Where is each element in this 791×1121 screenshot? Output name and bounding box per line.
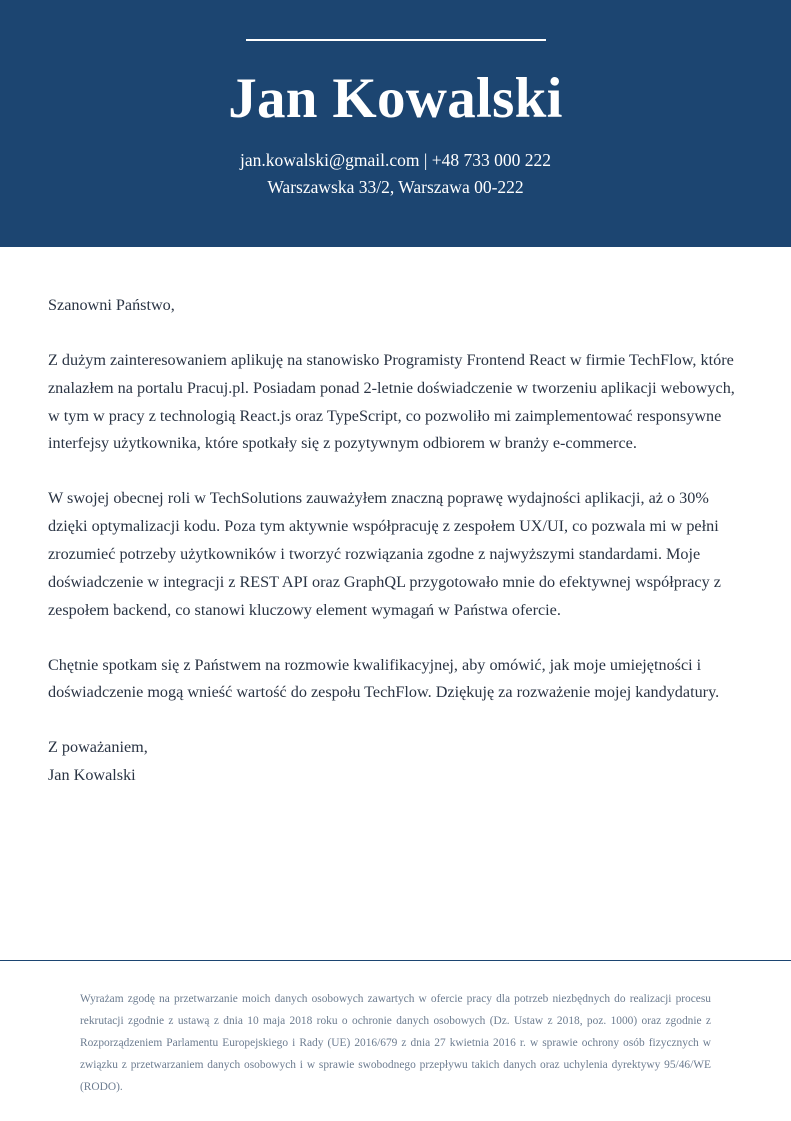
contact-address: Warszawska 33/2, Warszawa 00-222 bbox=[267, 176, 524, 197]
applicant-name: Jan Kowalski bbox=[228, 67, 563, 130]
letter-text-block bbox=[48, 292, 743, 790]
letter-paragraph-1: Z dużym zainteresowaniem aplikuję na stanowisko Programisty Frontend React w firmie TechFlow, które znalazłem na portalu Pracuj.pl. Posiadam ponad 2-letnie doświadczenie w tworzeniu aplikacji webowych, w tym w pracy z technologią React.js oraz TypeScript, co pozwoliło mi zaimplementować responsywne interfejsy użytkownika, które spotkały się z pozytywnym odbiorem w branży e-commerce. bbox=[48, 350, 735, 453]
signature-name: Jan Kowalski bbox=[48, 766, 136, 785]
letter-closing-block bbox=[48, 734, 743, 790]
letter-paragraph-2: W swojej obecnej roli w TechSolutions zauważyłem znaczną poprawę wydajności aplikacji, aż o 30% dzięki optymalizacji kodu. Poza tym aktywnie współpracuję z zespołem UX/UI, co pozwala mi w pełni zrozumieć potrzeby użytkowników i tworzyć rozwiązania zgodne z najwyższymi standardami. Moje doświadczenie w integracji z REST API oraz GraphQL przygotowało mnie do efektywnej współpracy z zespołem backend, co stanowi kluczowy element wymagań w Państwa ofercie. bbox=[48, 489, 721, 619]
header-divider-rule bbox=[246, 39, 546, 41]
letter-header bbox=[0, 0, 791, 247]
letter-body bbox=[0, 247, 791, 960]
contact-email-phone: jan.kowalski@gmail.com | +48 733 000 222 bbox=[240, 149, 551, 170]
closing-phrase: Z poważaniem, bbox=[48, 738, 148, 757]
gdpr-consent-clause: Wyrażam zgodę na przetwarzanie moich danych osobowych zawartych w ofercie pracy dla potrzeb niezbędnych do realizacji procesu rekrutacji zgodnie z ustawą z dnia 10 maja 2018 roku o ochronie danych osobowych (Dz. Ustaw z 2018, poz. 1000) oraz zgodnie z Rozporządzeniem Parlamentu Europejskiego i Rady (UE) 2016/679 z dnia 27 kwietnia 2016 r. w sprawie ochrony osób fizycznych w związku z przetwarzaniem danych osobowych i w sprawie swobodnego przepływu takich danych oraz uchylenia dyrektywy 95/46/WE (RODO). bbox=[80, 993, 711, 1093]
letter-footer bbox=[0, 960, 791, 1121]
salutation: Szanowni Państwo, bbox=[48, 296, 175, 314]
letter-paragraph-3: Chętnie spotkam się z Państwem na rozmowie kwalifikacyjnej, aby omówić, jak moje umiejętności i doświadczenie mogą wnieść wartość do zespołu TechFlow. Dziękuję za rozważenie mojej kandydatury. bbox=[48, 655, 720, 702]
